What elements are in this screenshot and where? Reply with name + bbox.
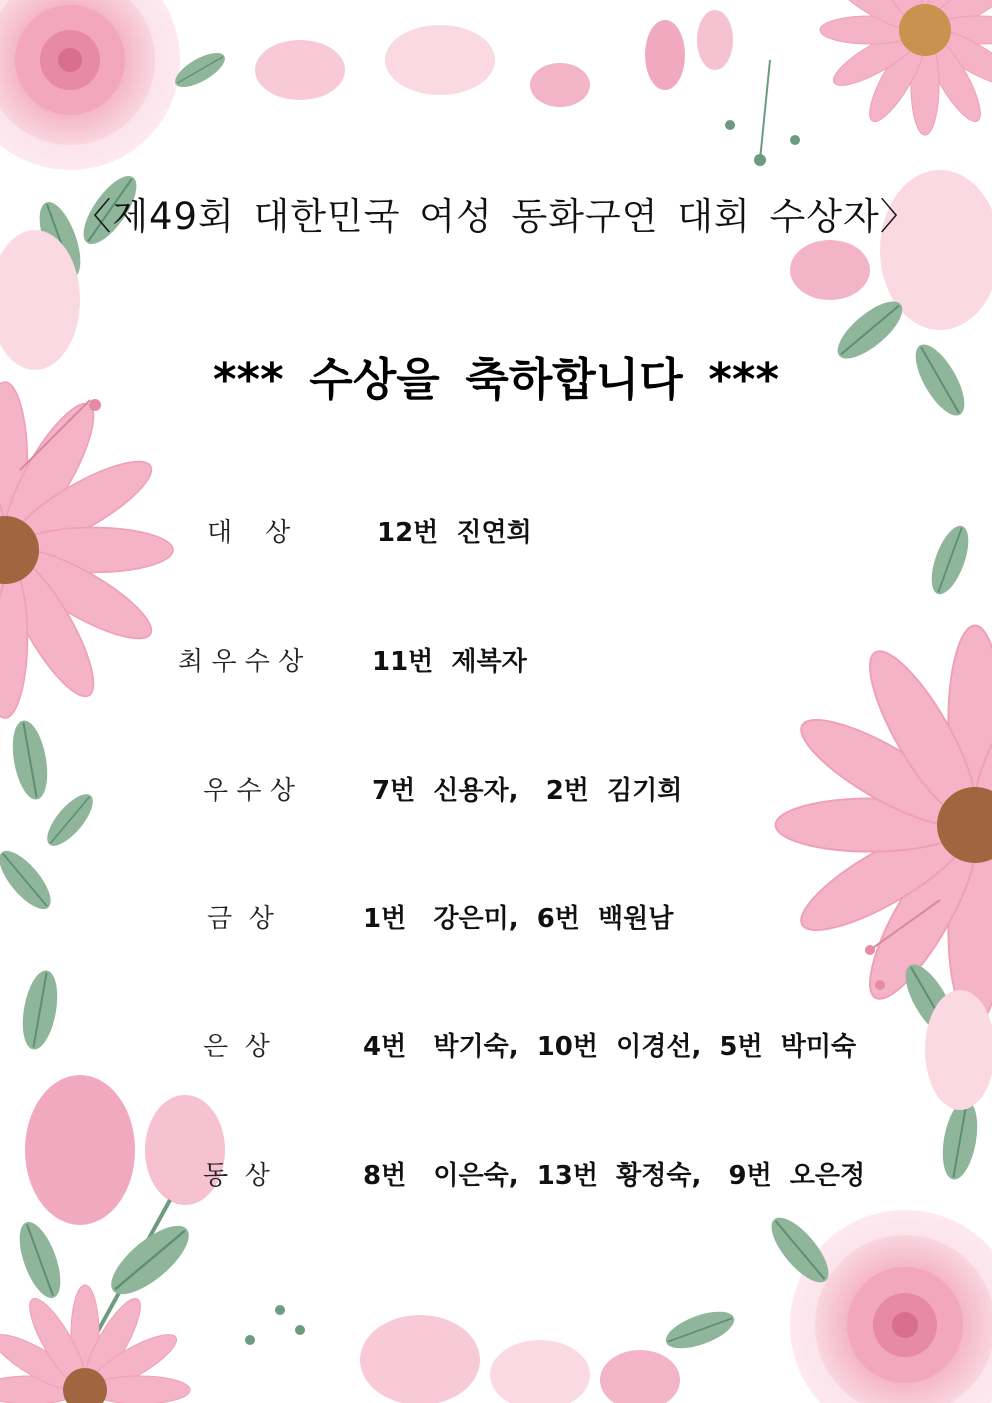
congrats-heading: *** 수상을 축하합니다 *** (213, 353, 779, 406)
award-winners: 7번 신용자, 2번 김기희 (372, 776, 683, 806)
award-row (0, 898, 992, 938)
award-winners: 12번 진연희 (377, 518, 532, 548)
award-row (0, 512, 992, 552)
award-label: 금 상 (207, 904, 274, 934)
award-winners: 4번 박기숙, 10번 이경선, 5번 박미숙 (363, 1032, 857, 1062)
award-row (0, 1155, 992, 1195)
award-label: 동 상 (203, 1161, 270, 1191)
award-label: 우 수 상 (203, 776, 295, 806)
award-label: 최 우 수 상 (178, 647, 304, 677)
award-row (0, 641, 992, 681)
award-winners: 8번 이은숙, 13번 황정숙, 9번 오은정 (363, 1161, 866, 1191)
document-title: 〈제49회 대한민국 여성 동화구연 대회 수상자〉 (74, 195, 918, 238)
award-label: 대 상 (207, 518, 291, 548)
award-row (0, 770, 992, 810)
award-label: 은 상 (203, 1032, 270, 1062)
award-row (0, 1026, 992, 1066)
award-winners: 11번 제복자 (372, 647, 527, 677)
award-winners: 1번 강은미, 6번 백원남 (363, 904, 674, 934)
